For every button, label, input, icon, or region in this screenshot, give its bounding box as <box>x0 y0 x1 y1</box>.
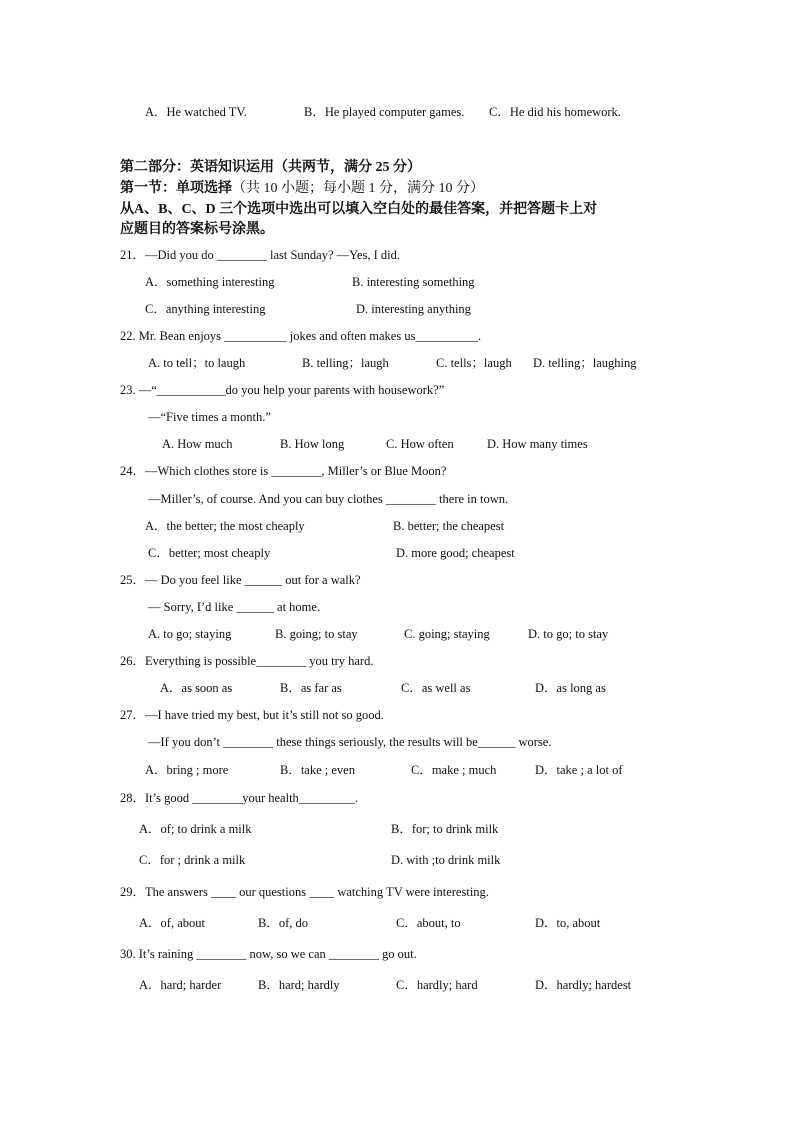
q21-option-d: D. interesting anything <box>356 302 471 316</box>
q29-option-d: D．to, about <box>535 916 601 930</box>
q27-option-c: C．make ; much <box>411 763 497 777</box>
q23-option-c: C. How often <box>386 437 454 451</box>
q21-option-c: C．anything interesting <box>145 302 266 316</box>
q22-option-c: C. tells；laugh <box>436 356 512 370</box>
q30-stem: 30. It’s raining ________ now, so we can ________ go out. <box>120 947 417 961</box>
q24-option-b: B. better; the cheapest <box>393 519 505 533</box>
q23-answer: —“Five times a month.” <box>148 410 271 424</box>
q22-option-d: D. telling；laughing <box>533 356 637 370</box>
q24-stem: 24．—Which clothes store is ________, Miller’s or Blue Moon? <box>120 464 447 478</box>
q25-option-c: C. going; staying <box>404 627 490 641</box>
q28-option-d: D. with ;to drink milk <box>391 853 501 867</box>
q28-stem: 28．It’s good ________your health_________. <box>120 791 359 805</box>
q30-option-c: C．hardly; hard <box>396 978 478 992</box>
q20-option-c: C．He did his homework. <box>489 105 621 119</box>
q21-option-b: B. interesting something <box>352 275 475 289</box>
q20-option-a: A．He watched TV. <box>145 105 247 119</box>
q22-option-b: B. telling；laugh <box>302 356 389 370</box>
section-subtitle <box>120 180 484 198</box>
instruction-line-1: 从A、B、C、D 三个选项中选出可以填入空白处的最佳答案，并把答题卡上对 <box>120 202 598 217</box>
q29-option-b: B．of, do <box>258 916 309 930</box>
q25-stem: 25．— Do you feel like ______ out for a walk? <box>120 573 361 587</box>
q25-option-d: D. to go; to stay <box>528 627 609 641</box>
q28-option-a: A．of; to drink a milk <box>139 822 252 836</box>
q26-option-a: A．as soon as <box>160 681 233 695</box>
q21-stem: 21．—Did you do ________ last Sunday? —Yes, I did. <box>120 248 400 262</box>
q24-option-a: A．the better; the most cheaply <box>145 519 305 533</box>
q29-option-c: C．about, to <box>396 916 461 930</box>
q29-option-a: A．of, about <box>139 916 205 930</box>
q21-option-a: A．something interesting <box>145 275 275 289</box>
q23-option-b: B. How long <box>280 437 345 451</box>
q27-option-d: D．take ; a lot of <box>535 763 623 777</box>
instruction-line-2: 应题目的答案标号涂黑。 <box>120 222 274 237</box>
q29-stem: 29．The answers ____ our questions ____ watching TV were interesting. <box>120 885 489 899</box>
part-title: 第二部分：英语知识运用（共两节，满分 25 分） <box>120 160 421 175</box>
q25-option-b: B. going; to stay <box>275 627 358 641</box>
q22-option-a: A. to tell；to laugh <box>148 356 246 370</box>
q24-answer: —Miller’s, of course. And you can buy clothes ________ there in town. <box>148 492 509 506</box>
q27-option-b: B．take ; even <box>280 763 355 777</box>
q25-option-a: A. to go; staying <box>148 627 232 641</box>
q26-option-c: C．as well as <box>401 681 471 695</box>
q22-stem: 22. Mr. Bean enjoys __________ jokes and often makes us__________. <box>120 329 482 343</box>
q30-option-b: B．hard; hardly <box>258 978 340 992</box>
q24-option-c: C．better; most cheaply <box>148 546 271 560</box>
q30-option-d: D．hardly; hardest <box>535 978 632 992</box>
section-subtitle-normal: （共 10 小题；每小题 1 分，满分 10 分） <box>232 181 484 196</box>
q23-option-d: D. How many times <box>487 437 588 451</box>
q23-option-a: A. How much <box>162 437 233 451</box>
q20-option-b: B．He played computer games. <box>304 105 465 119</box>
q23-stem: 23. —“___________do you help your parents with housework?” <box>120 383 445 397</box>
q26-stem: 26．Everything is possible________ you try hard. <box>120 654 374 668</box>
q30-option-a: A．hard; harder <box>139 978 222 992</box>
q25-answer: — Sorry, I’d like ______ at home. <box>148 600 321 614</box>
section-subtitle-bold: 第一节：单项选择 <box>120 181 232 196</box>
q27-stem: 27．—I have tried my best, but it’s still not so good. <box>120 708 384 722</box>
q27-answer: —If you don’t ________ these things seriously, the results will be______ worse. <box>148 735 552 749</box>
q28-option-c: C．for ; drink a milk <box>139 853 246 867</box>
q28-option-b: B．for; to drink milk <box>391 822 499 836</box>
q24-option-d: D. more good; cheapest <box>396 546 515 560</box>
q27-option-a: A．bring ; more <box>145 763 229 777</box>
q26-option-d: D．as long as <box>535 681 606 695</box>
q26-option-b: B．as far as <box>280 681 342 695</box>
